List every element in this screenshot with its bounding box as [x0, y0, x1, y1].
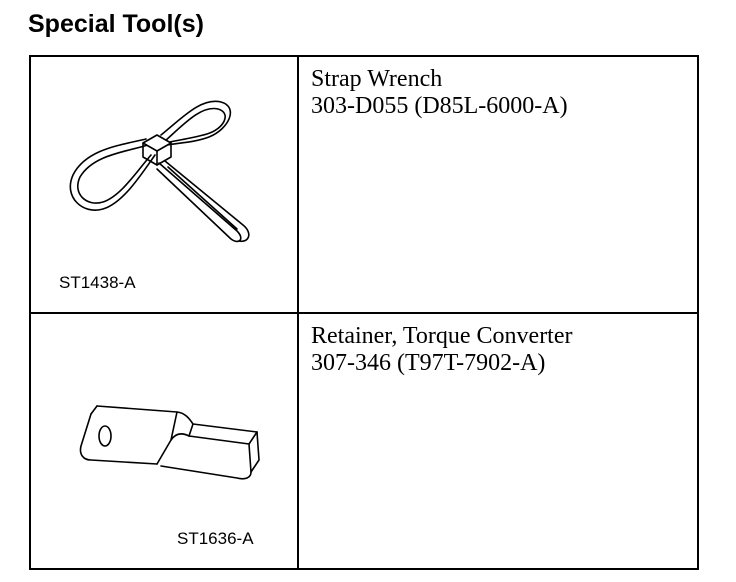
table-row: [30, 56, 698, 313]
image-id: ST1636-A: [177, 529, 254, 548]
tool-description-cell: [298, 56, 698, 313]
table-row: [30, 313, 698, 569]
image-id: ST1438-A: [59, 273, 136, 292]
torque-converter-retainer-icon: [31, 314, 297, 568]
tool-number: 303-D055 (D85L-6000-A): [311, 93, 568, 119]
tool-description-cell: [298, 313, 698, 569]
page-title: Special Tool(s): [28, 10, 204, 38]
tool-image-cell: [30, 56, 298, 313]
special-tools-table: [29, 55, 699, 570]
tool-image-cell: [30, 313, 298, 569]
tool-name: Strap Wrench: [311, 66, 443, 92]
tool-number: 307-346 (T97T-7902-A): [311, 350, 546, 376]
tool-name: Retainer, Torque Converter: [311, 323, 573, 349]
